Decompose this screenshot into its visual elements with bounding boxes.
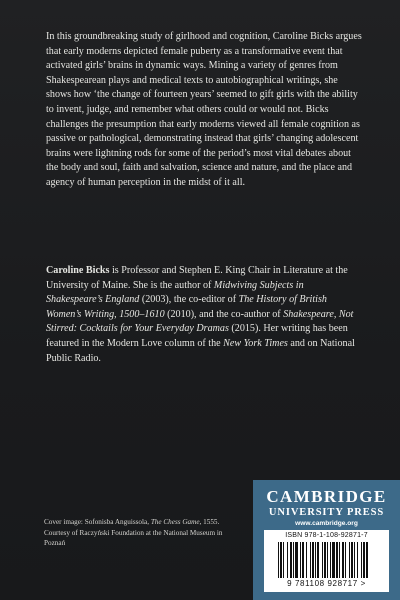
barcode-digits: 9 781108 928717 >: [287, 579, 366, 588]
barcode-bar: [354, 542, 355, 578]
barcode-bar: [332, 542, 335, 578]
barcode-bar: [336, 542, 338, 578]
bio-text: (2003), the co-editor of: [139, 294, 239, 306]
book-title: The History of British Women’s Writing, 1500–1610: [46, 294, 327, 320]
barcode-bar: [295, 542, 298, 578]
barcode-bar: [351, 542, 353, 578]
barcode-bar: [366, 542, 368, 578]
barcode-bar: [310, 542, 311, 578]
author-name: Caroline Bicks: [46, 265, 110, 276]
barcode-bar: [363, 542, 365, 578]
bio-text: (2010), and the co-author of: [164, 308, 284, 320]
barcode-bar: [280, 542, 282, 578]
author-bio: [46, 264, 362, 366]
barcode-bar: [339, 542, 340, 578]
barcode-bar: [342, 542, 344, 578]
credit-text: Cover image: Sofonisba Anguissola,: [44, 518, 151, 526]
barcode-bar: [278, 542, 279, 578]
barcode-bar: [300, 542, 301, 578]
barcode-bar: [315, 542, 316, 578]
bio-text: (2015). Her writing has been featured in the Modern Love column of the: [46, 323, 348, 349]
barcode-bar: [306, 542, 307, 578]
isbn-label: ISBN 978-1-108-92871-7: [285, 532, 368, 539]
publisher-url: www.cambridge.org: [295, 520, 358, 527]
publisher-subtitle: UNIVERSITY PRESS: [268, 507, 385, 518]
barcode-bar: [327, 542, 328, 578]
bio-text: is Professor and Stephen E. King Chair in Literature at the University of Maine. She is the author of: [46, 265, 348, 291]
book-blurb: In this groundbreaking study of girlhood and cognition, Caroline Bicks argues that early moderns depicted female puberty as a transformative event that activated girls’ brains in dynamic ways. Mining a variety of genres from Shakespearean plays and medical texts to autobiographical writings, she shows how ‘the change of fourteen years’ seemed to gift girls with the ability to invent, judge, and remember what others could or would not. Bicks challenges the presumption that early moderns viewed all female cognition as passive or pathological, demonstrating instead that girls’ changing adolescent brains were lightning rods for some of the period’s most vital debates about the body and soul, faith and salvation, science and nature, and the place and agency of human perception in the midst of it all.: [46, 31, 362, 188]
book-title: Shakespeare, Not Stirred: Cocktails for Your Everyday Dramas: [46, 308, 354, 335]
barcode-bar: [322, 542, 323, 578]
artwork-title: The Chess Game: [150, 518, 200, 526]
barcode-bar: [312, 542, 314, 578]
barcode-bar: [287, 542, 288, 578]
barcode-bar: [357, 542, 358, 578]
barcode-bar: [324, 542, 326, 578]
publisher-name: CAMBRIDGE: [266, 487, 387, 506]
barcode-bar: [345, 542, 346, 578]
book-title: Midwiving Subjects in Shakespeare’s England: [46, 279, 304, 306]
barcode-bar: [293, 542, 294, 578]
publication-name: New York Times: [223, 337, 288, 349]
cover-image-credit: [44, 517, 239, 549]
bio-text: and on National Public Radio.: [46, 337, 355, 364]
barcode-bar: [330, 542, 331, 578]
barcode-bar: [317, 542, 319, 578]
barcode-bar: [290, 542, 292, 578]
barcode-bar: [361, 542, 362, 578]
barcode-bar: [283, 542, 284, 578]
credit-text: , 1555. Courtesy of Raczyński Foundation at the National Museum in Poznań: [44, 518, 223, 548]
isbn-barcode: [264, 530, 389, 592]
barcode-bar: [349, 542, 350, 578]
barcode-bar: [302, 542, 304, 578]
